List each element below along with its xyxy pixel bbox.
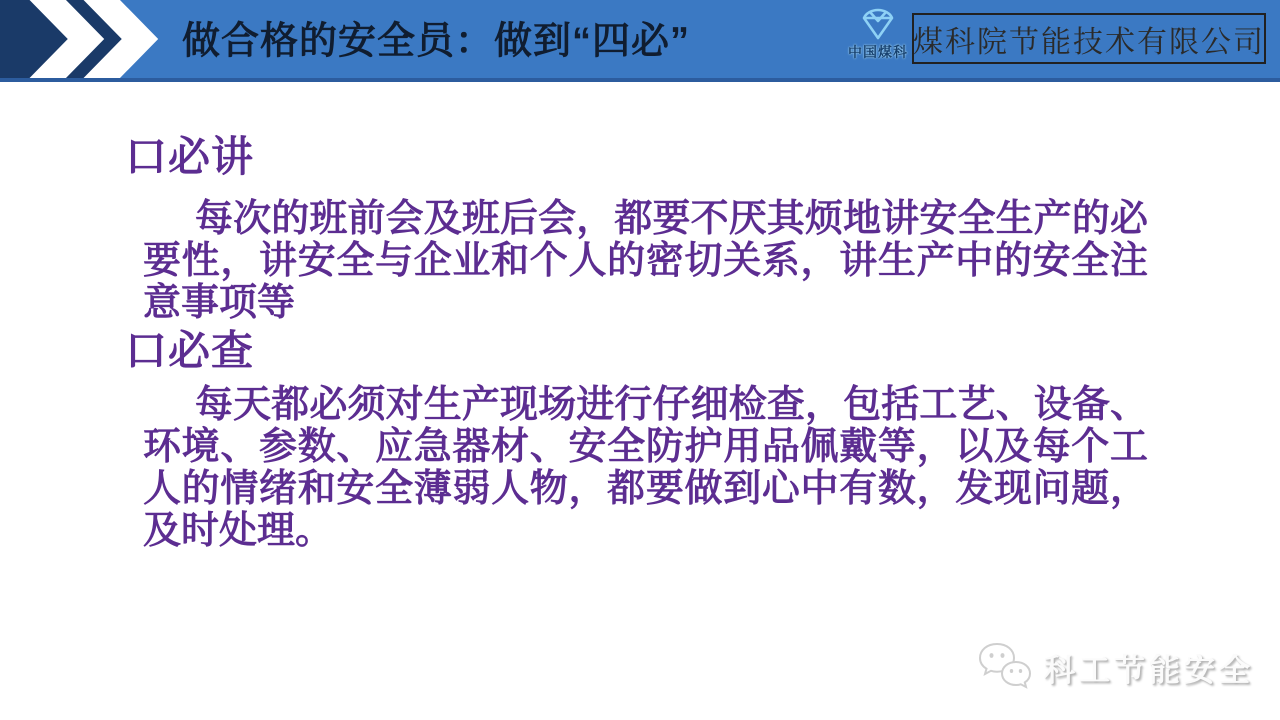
watermark (972, 636, 1254, 698)
page-title: 做合格的安全员：做到“四必” (182, 20, 691, 63)
section-body-bijiang: 每次的班前会及班后会，都要不厌其烦地讲安全生产的必要性，讲安全与企业和个人的密切关系，讲生产中的安全注意事项等 (143, 198, 1148, 324)
slide-content (0, 82, 1280, 552)
chevron-arrows-icon (0, 0, 210, 78)
coal-tech-logo-icon (856, 7, 900, 41)
section-heading-bijiang: 口必讲 (125, 133, 255, 180)
brand-logo-label: 中国煤科 (848, 44, 908, 60)
section-heading-bicha: 口必查 (125, 327, 255, 374)
wechat-icon (972, 638, 1036, 696)
header-bar (0, 0, 1280, 82)
watermark-text: 科工节能安全 (1044, 652, 1254, 688)
section-body-bicha: 每天都必须对生产现场进行仔细检查，包括工艺、设备、环境、参数、应急器材、安全防护用品佩戴等，以及每个工人的情绪和安全薄弱人物，都要做到心中有数，发现问题，及时处理。 (143, 384, 1148, 552)
brand-logo (843, 7, 913, 62)
company-name-box: 煤科院节能技术有限公司 (912, 13, 1266, 64)
